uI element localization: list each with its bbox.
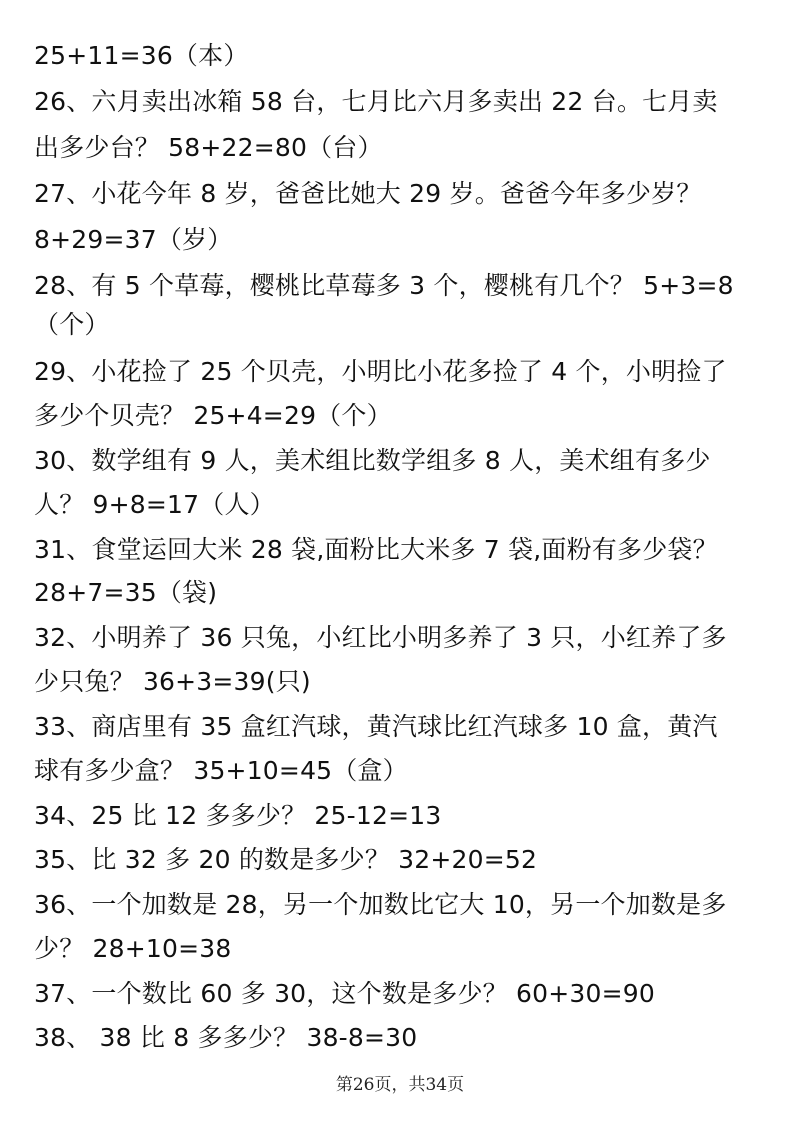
- text-line: 人？ 9+8=17（人）: [34, 490, 275, 519]
- text-line: 球有多少盒？ 35+10=45（盒）: [34, 756, 408, 785]
- text-line: 33、商店里有 35 盒红汽球，黄汽球比红汽球多 10 盒，黄汽: [34, 712, 718, 741]
- text-line: （个）: [34, 310, 110, 339]
- text-line: 36、一个加数是 28，另一个加数比它大 10，另一个加数是多: [34, 890, 727, 919]
- text-line: 8+29=37（岁）: [34, 225, 233, 254]
- text-line: 少只兔？ 36+3=39(只): [34, 667, 311, 696]
- text-line: 少？ 28+10=38: [34, 934, 232, 963]
- text-line: 多少个贝壳？ 25+4=29（个）: [34, 401, 392, 430]
- text-line: 29、小花捡了 25 个贝壳，小明比小花多捡了 4 个，小明捡了: [34, 357, 727, 386]
- text-line: 28+7=35（袋): [34, 578, 218, 607]
- text-line: 34、25 比 12 多多少？ 25-12=13: [34, 801, 442, 830]
- text-line: 27、小花今年 8 岁，爸爸比她大 29 岁。爸爸今年多少岁？: [34, 179, 702, 208]
- text-line: 32、小明养了 36 只兔，小红比小明多养了 3 只，小红养了多: [34, 623, 727, 652]
- text-line: 30、数学组有 9 人，美术组比数学组多 8 人，美术组有多少: [34, 446, 711, 475]
- text-line: 出多少台？ 58+22=80（台）: [34, 133, 383, 162]
- text-line: 26、六月卖出冰箱 58 台，七月比六月多卖出 22 台。七月卖: [34, 87, 718, 116]
- page-number-footer: 第26页，共34页: [335, 1075, 465, 1095]
- text-line: 37、一个数比 60 多 30，这个数是多少？ 60+30=90: [34, 979, 655, 1008]
- text-line: 25+11=36（本）: [34, 41, 249, 70]
- text-line: 31、食堂运回大米 28 袋,面粉比大米多 7 袋,面粉有多少袋？: [34, 535, 718, 564]
- text-line: 28、有 5 个草莓，樱桃比草莓多 3 个，樱桃有几个？ 5+3=8: [34, 271, 734, 300]
- text-line: 35、比 32 多 20 的数是多少？ 32+20=52: [34, 845, 538, 874]
- text-line: 38、 38 比 8 多多少？ 38-8=30: [34, 1023, 418, 1052]
